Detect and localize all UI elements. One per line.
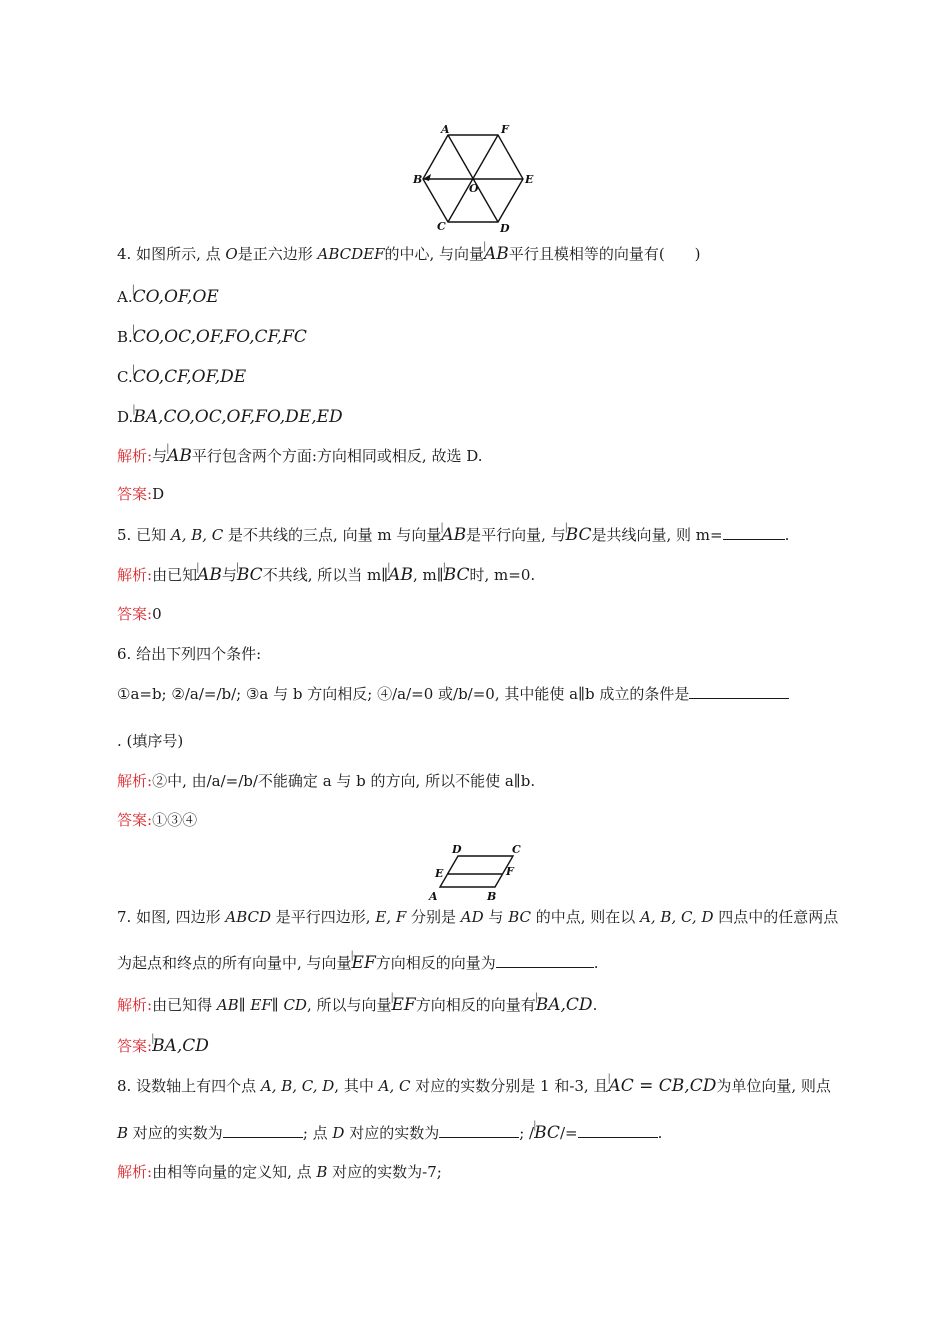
vector-ab: | AB bbox=[484, 244, 509, 264]
q4-analysis: 解析:与| AB平行包含两个方面:方向相同或相反, 故选 D. bbox=[117, 444, 482, 468]
hex-label-e: E bbox=[525, 173, 534, 186]
q7-stem-line2: 为起点和终点的所有向量中, 与向量| EF方向相反的向量为 . bbox=[117, 951, 599, 975]
para-label-d: D bbox=[452, 843, 462, 856]
q5-stem: 5. 已知 A, B, C 是不共线的三点, 向量 m 与向量| AB是平行向量, 与| BC是共线向量, 则 m= . bbox=[117, 523, 789, 547]
q7-blank[interactable] bbox=[496, 953, 594, 968]
q7-analysis: 解析:由已知得 AB∥ EF∥ CD, 所以与向量| EF方向相反的向量有| BA,CD. bbox=[117, 993, 597, 1017]
q4-option-a: A.| CO,OF,OE bbox=[117, 285, 219, 309]
hex-label-o: O bbox=[469, 182, 479, 195]
q8-blank-b[interactable] bbox=[223, 1123, 303, 1138]
q4-option-c: C.| CO,CF,OF,DE bbox=[117, 365, 246, 389]
q6-stem: 6. 给出下列四个条件: bbox=[117, 645, 262, 663]
q6-analysis: 解析:②中, 由/a/=/b/不能确定 a 与 b 的方向, 所以不能使 a∥b. bbox=[117, 772, 536, 790]
q8-stem: 8. 设数轴上有四个点 A, B, C, D, 其中 A, C 对应的实数分别是 1 和-3, 且| AC = CB,CD为单位向量, 则点 bbox=[117, 1074, 831, 1098]
parallelogram-figure bbox=[425, 840, 530, 905]
hex-label-f: F bbox=[501, 123, 509, 136]
hex-label-b: B bbox=[413, 173, 423, 186]
hexagon-figure bbox=[410, 120, 540, 235]
q6-conditions: ①a=b; ②/a/=/b/; ③a 与 b 方向相反; ④/a/=0 或/b/=0, 其中能使 a∥b 成立的条件是 bbox=[117, 682, 789, 706]
para-label-f: F bbox=[506, 865, 514, 878]
hex-label-d: D bbox=[500, 222, 510, 235]
q4-answer: 答案:D bbox=[117, 485, 165, 503]
q6-blank[interactable] bbox=[689, 684, 789, 699]
q7-answer: 答案:| BA,CD bbox=[117, 1034, 209, 1058]
q8-blank-d[interactable] bbox=[439, 1123, 519, 1138]
para-label-b: B bbox=[487, 890, 497, 903]
q7-stem: 7. 如图, 四边形 ABCD 是平行四边形, E, F 分别是 AD 与 BC 的中点, 则在以 A, B, C, D 四点中的任意两点 bbox=[117, 908, 839, 926]
hex-label-a: A bbox=[441, 123, 450, 136]
hex-label-c: C bbox=[437, 220, 446, 233]
para-label-c: C bbox=[512, 843, 521, 856]
para-label-e: E bbox=[435, 867, 444, 880]
q4-option-d: D.| BA,CO,OC,OF,FO,DE,ED bbox=[117, 405, 343, 429]
q5-analysis: 解析:由已知| AB与| BC不共线, 所以当 m∥| AB, m∥| BC时, m=0. bbox=[117, 563, 535, 587]
q4-option-b: B.| CO,OC,OF,FO,CF,FC bbox=[117, 325, 307, 349]
q8-stem-line2: B 对应的实数为 ; 点 D 对应的实数为 ; /| BC/= . bbox=[117, 1121, 662, 1145]
q5-blank[interactable] bbox=[723, 525, 785, 540]
q4-stem: 4. 如图所示, 点 O是正六边形 ABCDEF的中心, 与向量| AB平行且模相等的向量有( ) bbox=[117, 242, 701, 266]
q8-analysis: 解析:由相等向量的定义知, 点 B 对应的实数为-7; bbox=[117, 1163, 442, 1181]
para-label-a: A bbox=[429, 890, 438, 903]
q5-answer: 答案:0 bbox=[117, 605, 162, 623]
q6-fill-note: . (填序号) bbox=[117, 732, 184, 750]
q8-blank-bc[interactable] bbox=[578, 1123, 658, 1138]
q6-answer: 答案:①③④ bbox=[117, 811, 198, 829]
